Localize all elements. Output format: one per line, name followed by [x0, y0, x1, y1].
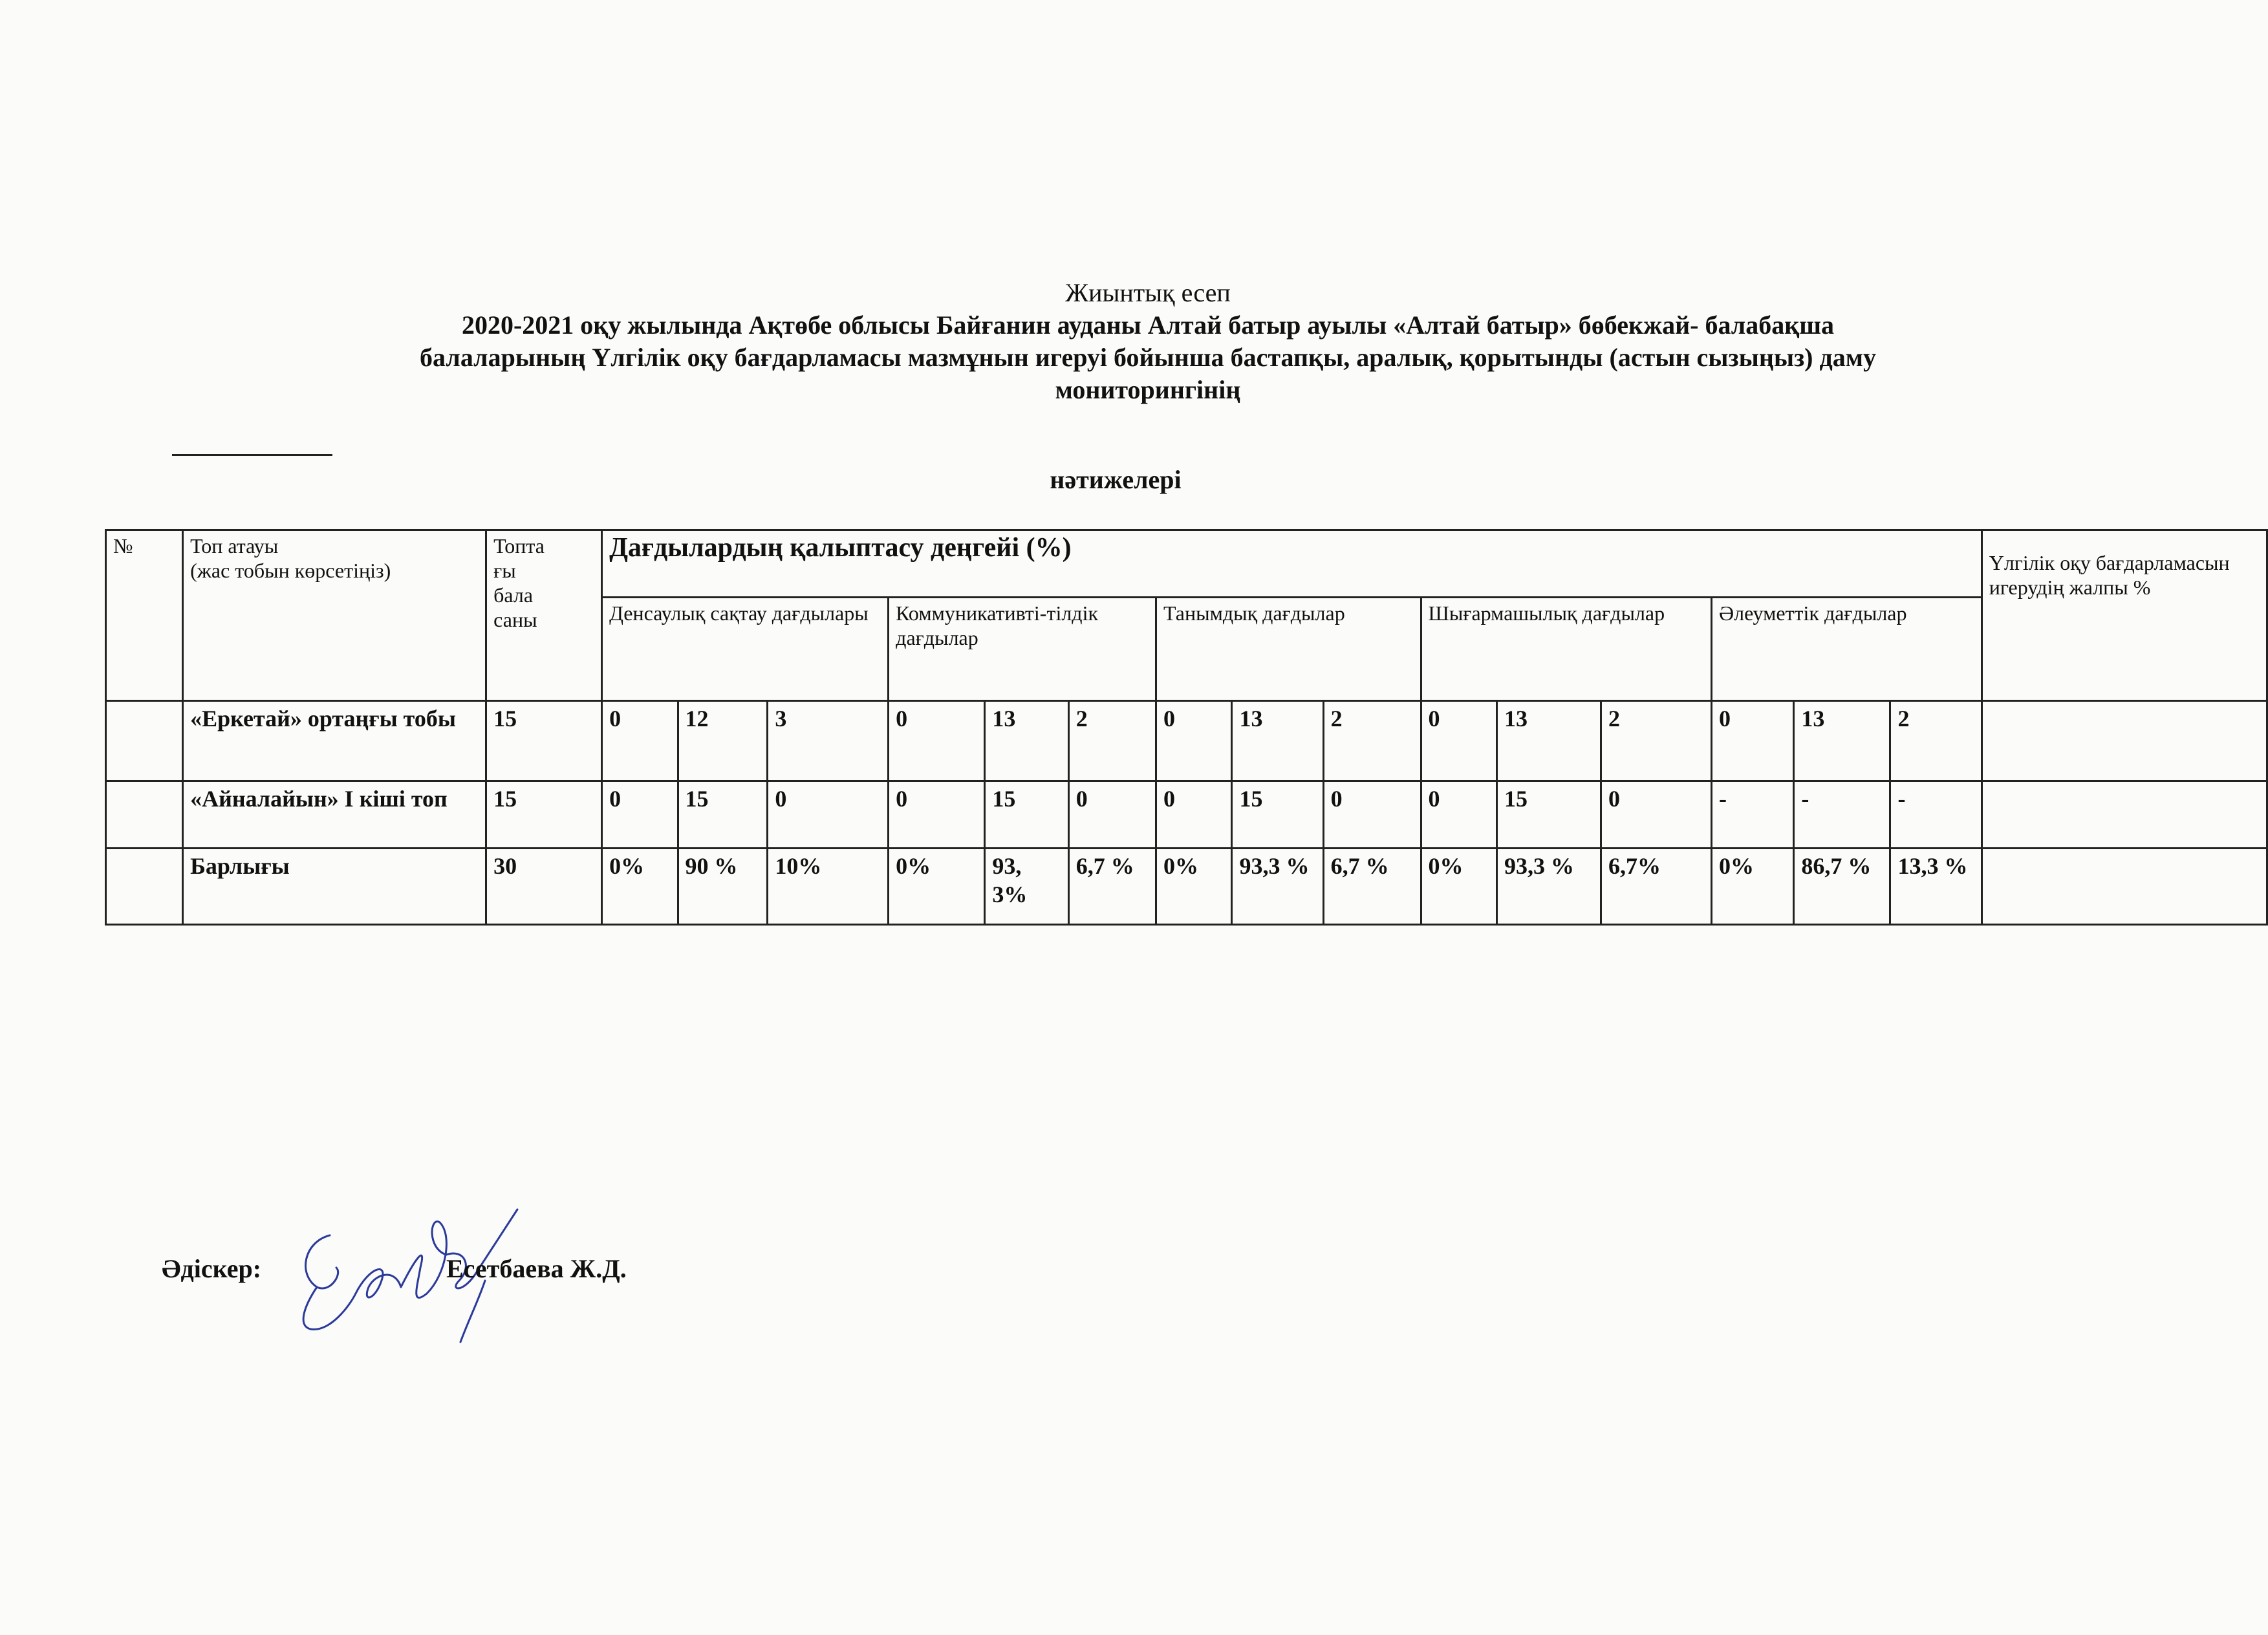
table-row — [106, 701, 2267, 781]
header-skill-communication: Коммуникативті-тілдік дағдылар — [889, 598, 1156, 701]
table-cell: 15 — [678, 781, 768, 849]
table-row — [106, 781, 2267, 849]
header-program-total: Үлгілік оқу бағдарламасын игерудің жалпы % — [1982, 530, 2267, 701]
row-count: 30 — [486, 849, 602, 925]
table-cell: 13,3 % — [1890, 849, 1982, 925]
table-cell: 86,7 % — [1794, 849, 1890, 925]
title-line-1: Жиынтық есеп — [1065, 278, 1231, 307]
table-cell: 12 — [678, 701, 768, 781]
row-total — [1982, 849, 2267, 925]
table-cell: 93, 3% — [985, 849, 1068, 925]
header-skill-cognitive: Танымдық дағдылар — [1156, 598, 1421, 701]
table-cell: 13 — [1496, 701, 1601, 781]
table-cell: 0 — [1068, 781, 1156, 849]
table-cell: 0 — [1156, 781, 1232, 849]
row-number — [106, 701, 183, 781]
header-number: № — [106, 530, 183, 701]
title-line-2: 2020-2021 оқу жылында Ақтөбе облысы Байғанин ауданы Алтай батыр ауылы «Алтай батыр» бөбекжай- балабақша — [461, 310, 1835, 340]
header-group: Топ атауы (жас тобын көрсетіңіз) — [183, 530, 486, 701]
report-title — [226, 277, 2069, 406]
table-cell: 0 — [602, 781, 678, 849]
row-group: «Айналайын» І кіші топ — [183, 781, 486, 849]
table-cell: 0% — [1421, 849, 1496, 925]
table-cell: 0% — [1156, 849, 1232, 925]
row-group: «Еркетай» ортаңғы тобы — [183, 701, 486, 781]
table-cell: 0 — [1712, 701, 1794, 781]
table-cell: 0 — [1601, 781, 1711, 849]
row-number — [106, 849, 183, 925]
row-total — [1982, 781, 2267, 849]
table-cell: - — [1890, 781, 1982, 849]
table-cell: 13 — [985, 701, 1068, 781]
table-cell: 93,3 % — [1496, 849, 1601, 925]
table-cell: 0 — [1323, 781, 1421, 849]
table-cell: 0% — [1712, 849, 1794, 925]
row-group: Барлығы — [183, 849, 486, 925]
table-cell: 0 — [602, 701, 678, 781]
table-cell: 93,3 % — [1232, 849, 1323, 925]
table-cell: 6,7% — [1601, 849, 1711, 925]
table-cell: 0 — [1421, 781, 1496, 849]
table-cell: 15 — [985, 781, 1068, 849]
table-cell: 15 — [1232, 781, 1323, 849]
results-table — [105, 529, 2268, 926]
header-skill-level: Дағдылардың қалыптасу деңгейі (%) — [602, 530, 1982, 598]
table-cell: 90 % — [678, 849, 768, 925]
title-underline — [172, 454, 332, 456]
signature-name: Есетбаева Ж.Д. — [446, 1254, 627, 1283]
header-skill-health: Денсаулық сақтау дағдылары — [602, 598, 889, 701]
table-cell: 0 — [768, 781, 889, 849]
table-cell: - — [1794, 781, 1890, 849]
header-count: Топта ғы бала саны — [486, 530, 602, 701]
table-cell: 13 — [1232, 701, 1323, 781]
title-line-3: балаларының Үлгілік оқу бағдарламасы мазмұнын игеруі бойынша бастапқы, аралық, қорытынды (астын сызыңыз) даму — [420, 343, 1876, 372]
title-line-4: мониторингінің — [1055, 375, 1241, 404]
row-count: 15 — [486, 781, 602, 849]
table-cell: 10% — [768, 849, 889, 925]
table-cell: 0 — [889, 701, 985, 781]
row-count: 15 — [486, 701, 602, 781]
table-cell: 13 — [1794, 701, 1890, 781]
signature-block — [162, 1235, 808, 1339]
table-cell: - — [1712, 781, 1794, 849]
table-cell: 2 — [1068, 701, 1156, 781]
table-cell: 0 — [1421, 701, 1496, 781]
table-cell: 2 — [1601, 701, 1711, 781]
table-cell: 2 — [1323, 701, 1421, 781]
table-cell: 6,7 % — [1068, 849, 1156, 925]
report-subtitle: нәтижелері — [1050, 465, 1182, 494]
table-cell: 0 — [1156, 701, 1232, 781]
table-cell: 6,7 % — [1323, 849, 1421, 925]
row-total — [1982, 701, 2267, 781]
table-row — [106, 849, 2267, 925]
table-cell: 15 — [1496, 781, 1601, 849]
header-skill-creative: Шығармашылық дағдылар — [1421, 598, 1711, 701]
signature-label: Әдіскер: — [162, 1254, 262, 1283]
header-skill-social: Әлеуметтік дағдылар — [1712, 598, 1982, 701]
table-cell: 0 — [889, 781, 985, 849]
table-cell: 3 — [768, 701, 889, 781]
table-cell: 0% — [602, 849, 678, 925]
table-cell: 0% — [889, 849, 985, 925]
row-number — [106, 781, 183, 849]
table-cell: 2 — [1890, 701, 1982, 781]
